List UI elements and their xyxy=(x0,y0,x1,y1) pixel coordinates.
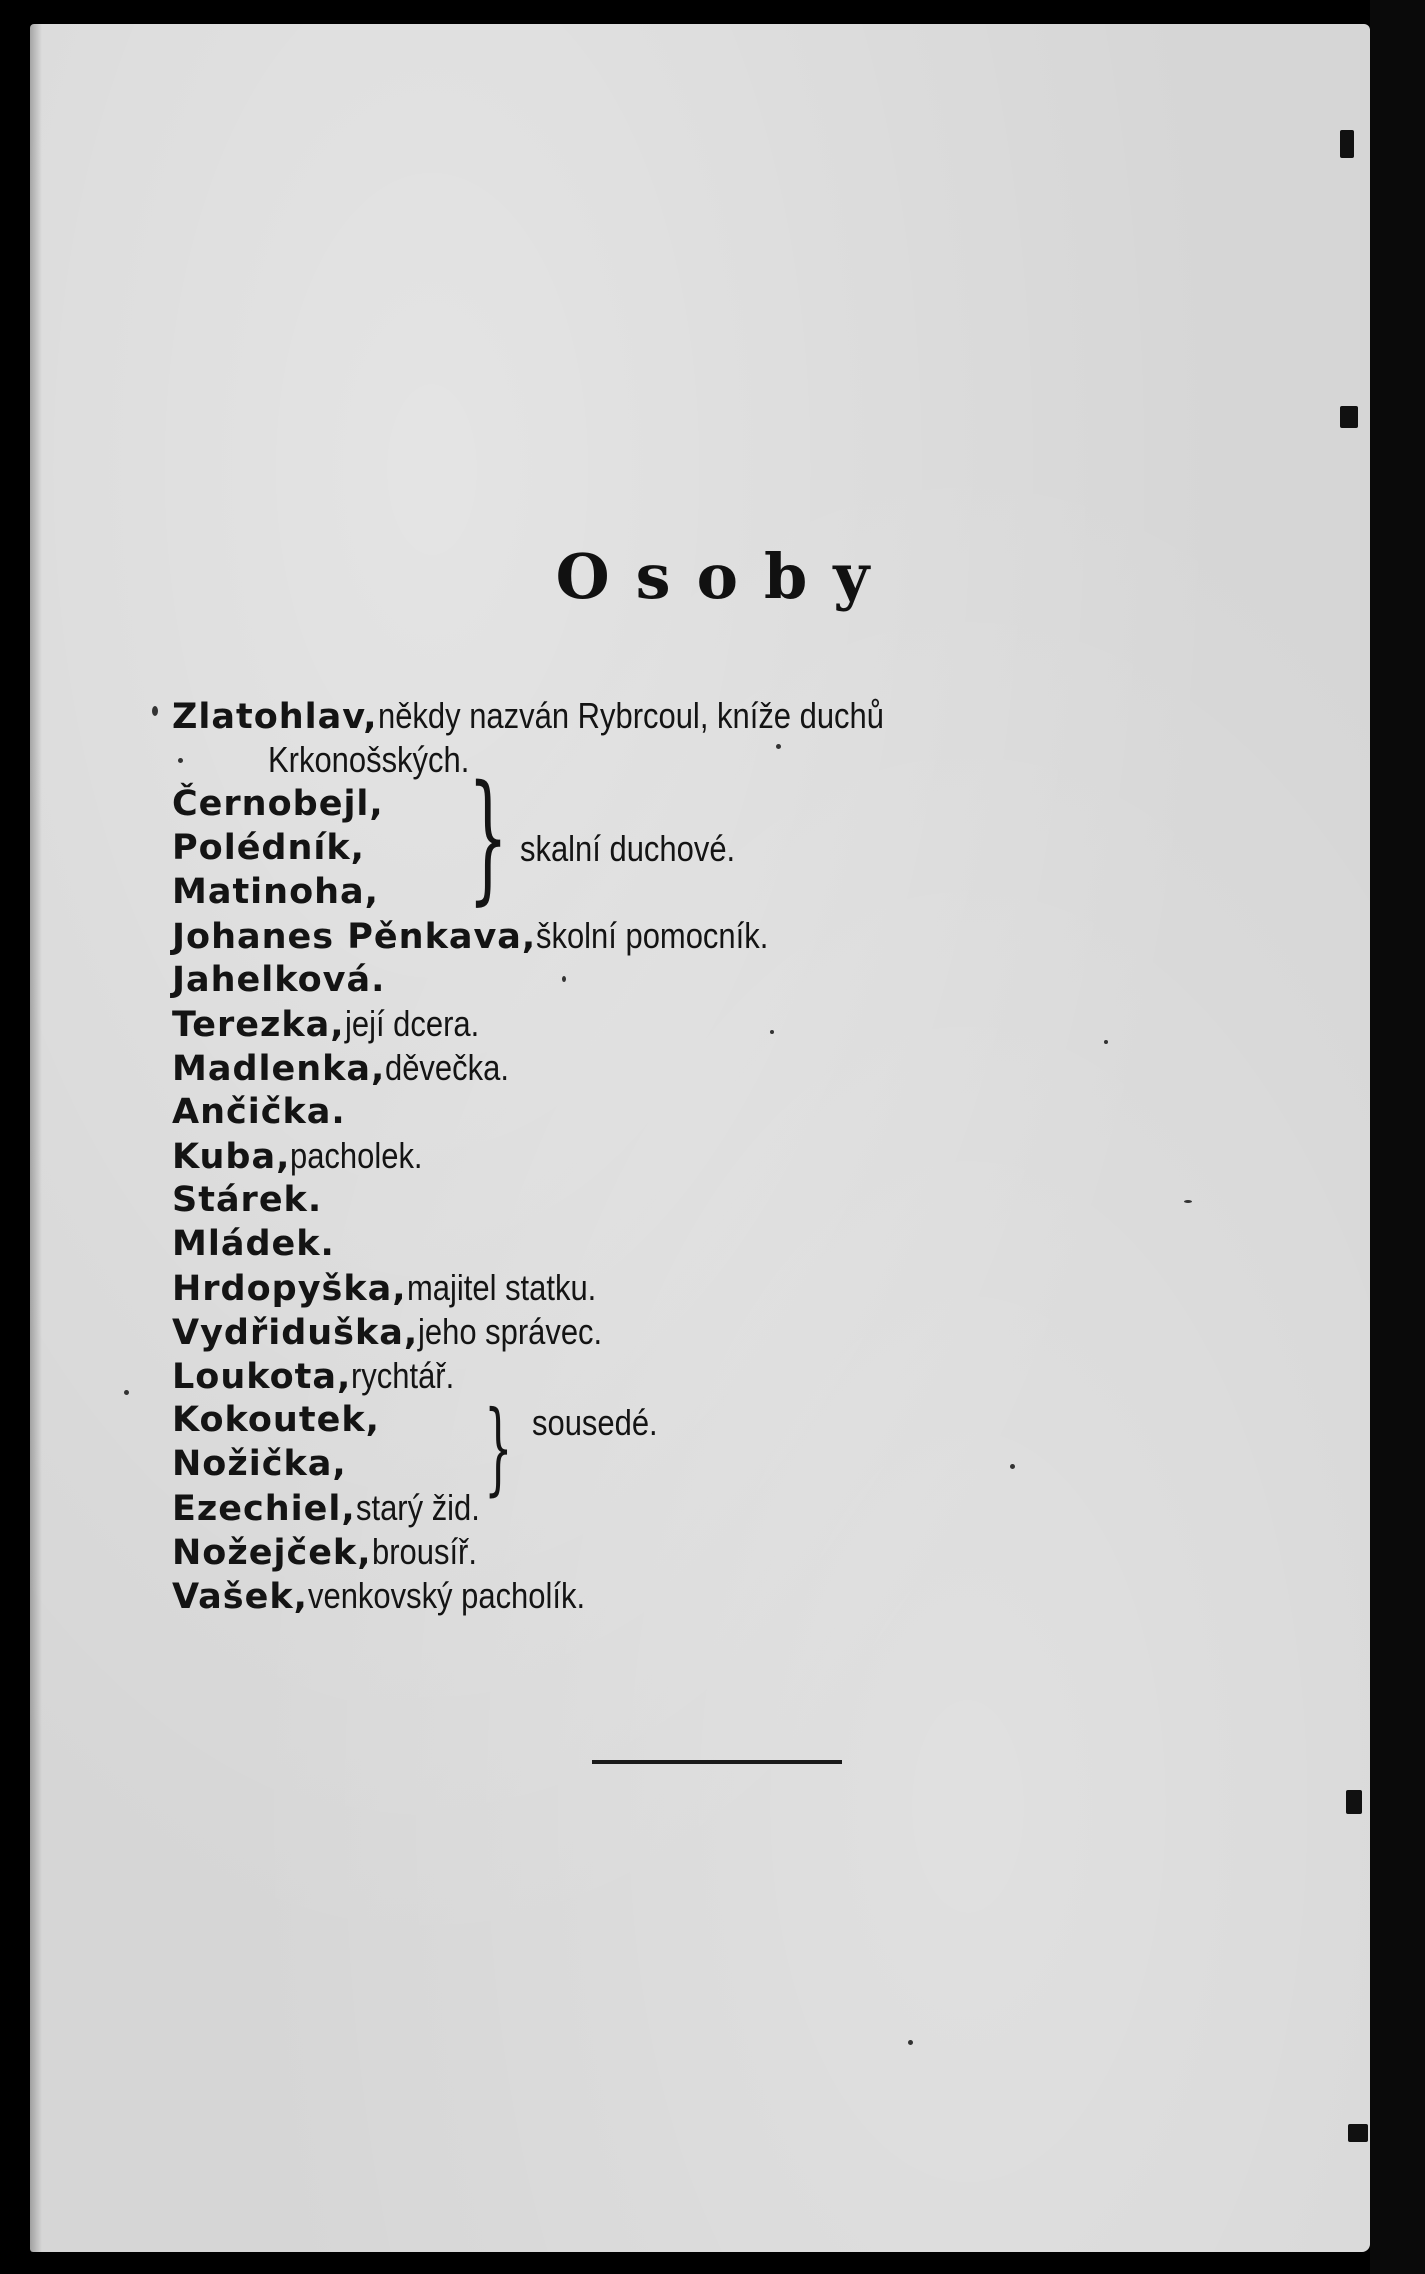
cast-entry xyxy=(172,782,384,826)
character-name: Madlenka, xyxy=(172,1049,386,1089)
character-description: brousíř. xyxy=(371,1531,477,1572)
character-name: Vašek, xyxy=(172,1577,308,1617)
cast-entry xyxy=(172,1002,501,1047)
print-speck xyxy=(152,706,158,716)
character-name: Jahelková. xyxy=(172,960,386,1000)
cast-entry xyxy=(172,1486,500,1531)
character-name: Stárek. xyxy=(172,1180,323,1220)
page-edge-mark xyxy=(1340,406,1358,428)
print-speck xyxy=(770,1030,774,1034)
cast-entry xyxy=(172,958,385,1002)
section-divider xyxy=(592,1760,842,1764)
character-description: majitel statku. xyxy=(406,1267,596,1308)
character-name: Ančička. xyxy=(172,1092,346,1132)
cast-entry xyxy=(172,1134,445,1179)
character-name: Kokoutek, xyxy=(172,1400,380,1440)
brace-icon: } xyxy=(484,1389,513,1506)
character-description: venkovský pacholík. xyxy=(307,1575,585,1616)
character-name: Nožička, xyxy=(172,1444,347,1484)
group-description: skalní duchové. xyxy=(520,828,736,869)
print-speck xyxy=(908,2040,913,2045)
cast-entry xyxy=(172,914,806,959)
print-speck xyxy=(1184,1200,1192,1203)
cast-entry xyxy=(172,1398,380,1442)
page-edge-mark xyxy=(1348,2124,1368,2142)
character-description: děvečka. xyxy=(385,1047,510,1088)
character-name: Matinoha, xyxy=(172,872,379,912)
cast-entry xyxy=(172,1046,529,1091)
print-speck xyxy=(178,758,183,763)
character-name: Nožejček, xyxy=(172,1533,372,1573)
character-description: školní pomocník. xyxy=(536,915,769,956)
character-description: Krkonošských. xyxy=(268,739,470,780)
character-name: Polédník, xyxy=(172,828,365,868)
print-speck xyxy=(124,1390,129,1395)
character-name: Terezka, xyxy=(172,1005,345,1045)
character-name: Johanes Pěnkava, xyxy=(172,917,537,957)
cast-entry-continuation xyxy=(268,738,502,783)
cast-entry xyxy=(172,1354,471,1399)
page-title: Osoby xyxy=(555,540,896,613)
character-name: Loukota, xyxy=(172,1357,352,1397)
character-description: někdy nazván Rybrcoul, kníže duchů xyxy=(377,695,884,736)
character-description: pacholek. xyxy=(290,1135,423,1176)
character-name: Černobejl, xyxy=(172,784,384,824)
cast-entry xyxy=(172,1574,630,1619)
character-description: její dcera. xyxy=(344,1003,479,1044)
character-description: starý žid. xyxy=(355,1487,480,1528)
character-name: Ezechiel, xyxy=(172,1489,356,1529)
page-edge-mark xyxy=(1340,130,1354,158)
page-edge-mark xyxy=(1346,1790,1362,1814)
character-name: Kuba, xyxy=(172,1137,291,1177)
cast-entry xyxy=(172,1530,494,1575)
character-name: Mládek. xyxy=(172,1224,335,1264)
print-speck xyxy=(776,744,781,749)
character-name: Hrdopyška, xyxy=(172,1269,407,1309)
cast-entry xyxy=(172,826,365,870)
cast-entry xyxy=(172,1178,322,1222)
print-speck xyxy=(1104,1040,1108,1044)
cast-entry xyxy=(172,1090,346,1134)
cast-entry xyxy=(172,870,379,914)
print-speck xyxy=(1010,1464,1015,1469)
cast-entry xyxy=(172,1266,627,1311)
cast-entry xyxy=(172,1310,632,1355)
cast-entry xyxy=(172,1222,335,1266)
cast-entry xyxy=(172,694,966,739)
cast-entry xyxy=(172,1442,347,1486)
group-description: sousedé. xyxy=(532,1402,658,1443)
character-name: Zlatohlav, xyxy=(172,697,378,737)
character-name: Vydřiduška, xyxy=(172,1313,419,1353)
brace-icon: } xyxy=(468,756,509,919)
character-description: jeho správec. xyxy=(418,1311,603,1352)
print-speck xyxy=(562,976,566,982)
character-description: rychtář. xyxy=(351,1355,455,1396)
